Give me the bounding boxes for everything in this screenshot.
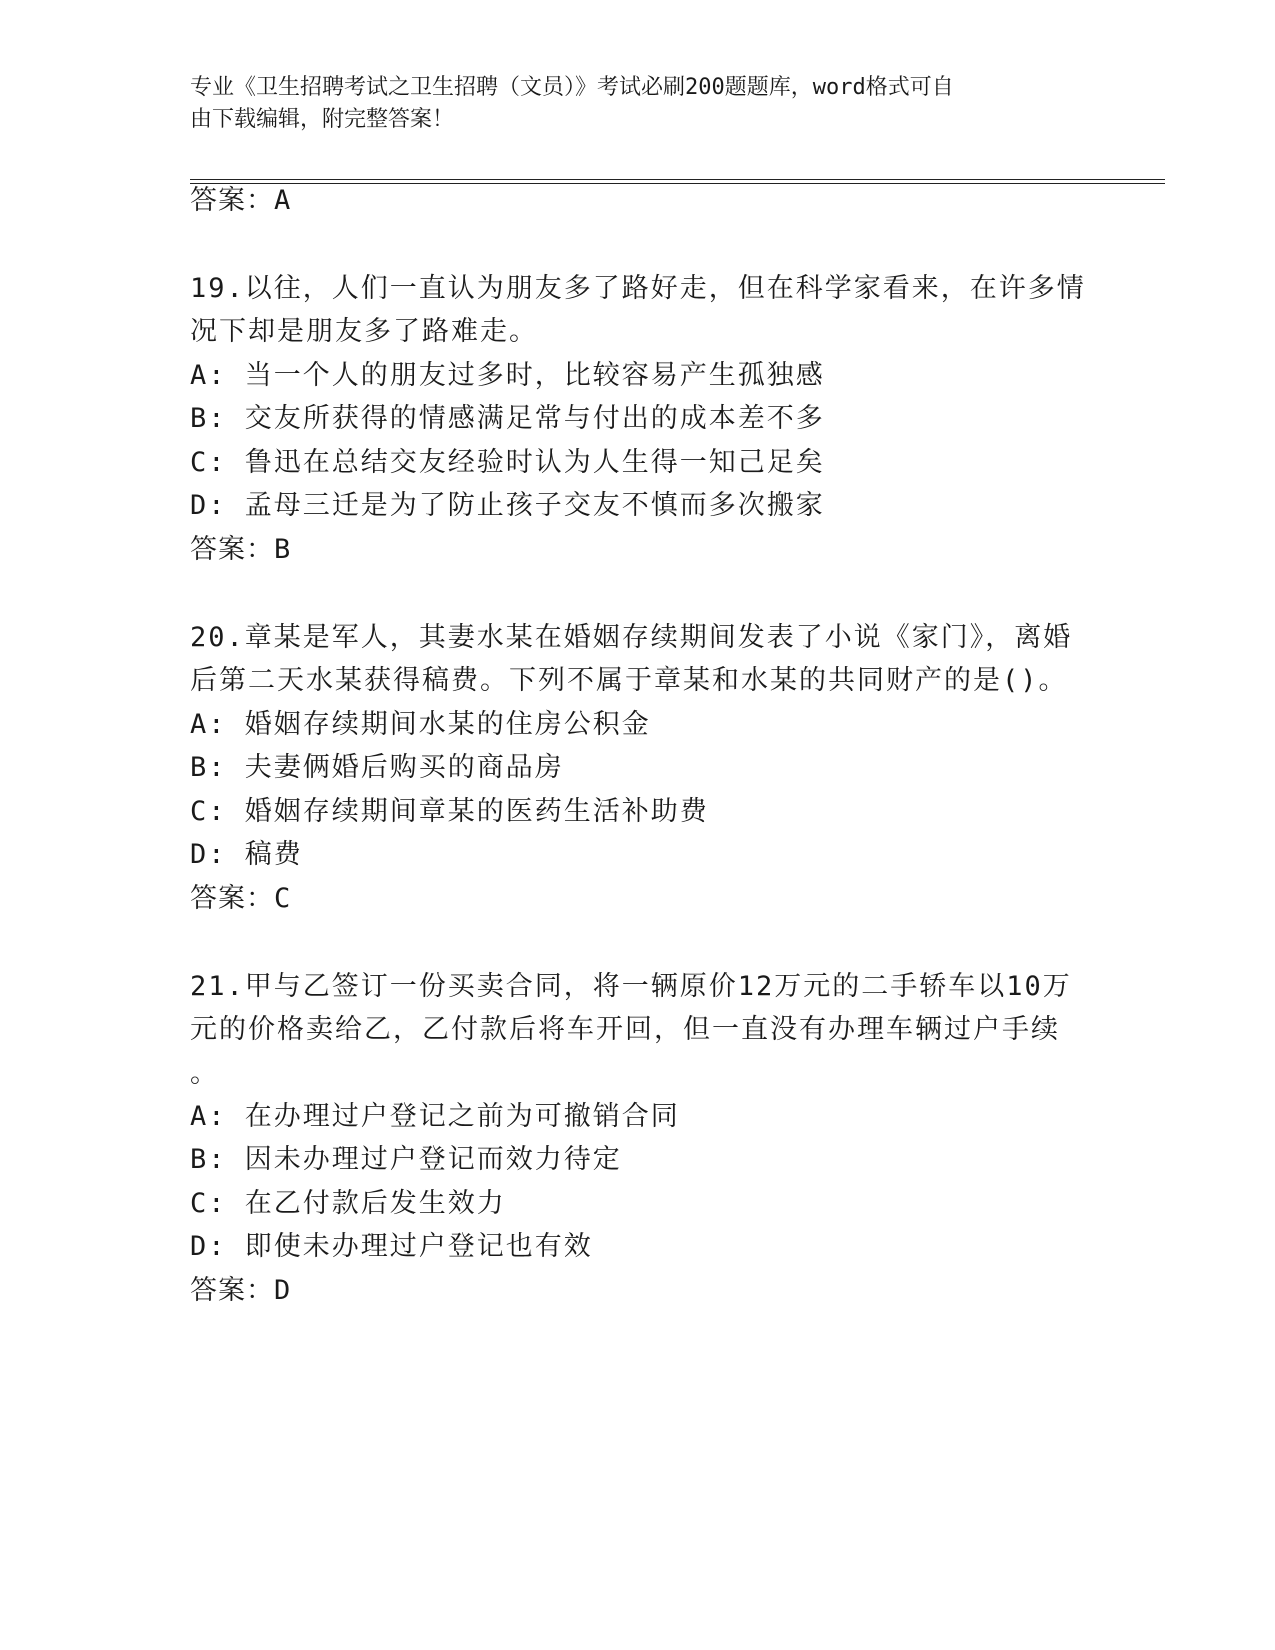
question-20-answer: 答案：C: [190, 883, 292, 914]
answer-line: 答案：A: [190, 185, 292, 216]
question-21-stem-line-2: 元的价格卖给乙，乙付款后将车开回，但一直没有办理车辆过户手续: [190, 1014, 1060, 1045]
question-19-stem-line-2: 况下却是朋友多了路难走。: [190, 316, 538, 347]
header-line-2: 由下载编辑，附完整答案！: [190, 107, 455, 132]
question-21-option-c: C: 在乙付款后发生效力: [190, 1188, 506, 1219]
header-line-1: 专业《卫生招聘考试之卫生招聘（文员）》考试必刷200题题库，word格式可自: [190, 75, 954, 100]
question-20-stem-line-1: 20.章某是军人，其妻水某在婚姻存续期间发表了小说《家门》，离婚: [190, 622, 1073, 653]
document-header: [190, 72, 1090, 136]
header-divider-top: [190, 179, 1165, 180]
question-19-option-b: B: 交友所获得的情感满足常与付出的成本差不多: [190, 403, 825, 434]
question-20-option-b: B: 夫妻俩婚后购买的商品房: [190, 752, 564, 783]
question-20-option-d: D: 稿费: [190, 839, 303, 870]
question-21-option-d: D: 即使未办理过户登记也有效: [190, 1231, 593, 1262]
header-divider-bottom: [190, 183, 1165, 184]
question-19-option-d: D: 孟母三迁是为了防止孩子交友不慎而多次搬家: [190, 490, 825, 521]
question-20-option-c: C: 婚姻存续期间章某的医药生活补助费: [190, 796, 709, 827]
question-21-option-b: B: 因未办理过户登记而效力待定: [190, 1144, 622, 1175]
question-19-stem-line-1: 19.以往，人们一直认为朋友多了路好走，但在科学家看来，在许多情: [190, 273, 1086, 304]
question-21-option-a: A: 在办理过户登记之前为可撤销合同: [190, 1101, 680, 1132]
question-21-stem-line-3: 。: [190, 1058, 219, 1089]
question-21-answer: 答案：D: [190, 1275, 292, 1306]
question-21-stem-line-1: 21.甲与乙签订一份买卖合同，将一辆原价12万元的二手轿车以10万: [190, 971, 1072, 1002]
question-19-answer: 答案：B: [190, 534, 292, 565]
question-20-stem-line-2: 后第二天水某获得稿费。下列不属于章某和水某的共同财产的是()。: [190, 665, 1068, 696]
question-19-option-a: A: 当一个人的朋友过多时，比较容易产生孤独感: [190, 360, 825, 391]
question-19-option-c: C: 鲁迅在总结交友经验时认为人生得一知己足矣: [190, 447, 825, 478]
question-20-option-a: A: 婚姻存续期间水某的住房公积金: [190, 709, 651, 740]
